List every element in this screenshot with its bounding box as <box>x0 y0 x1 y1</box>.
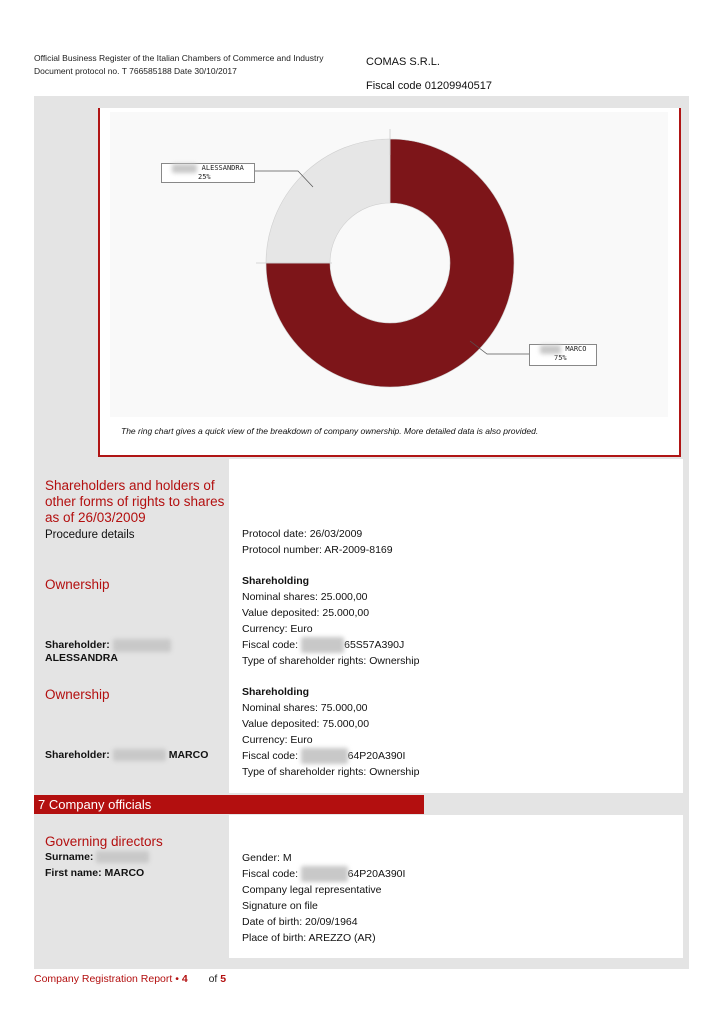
firstname-value: MARCO <box>104 867 145 879</box>
legend-marco-name: MARCO <box>565 345 587 353</box>
shareholder-first-name: MARCO <box>168 749 209 761</box>
shareholding-label: Shareholding <box>242 575 310 587</box>
shareholder-name <box>45 639 171 665</box>
blurred-fiscal <box>301 866 348 882</box>
shareholding-label: Shareholding <box>242 686 310 698</box>
blurred-surname <box>96 851 149 863</box>
fiscal-prefix: Fiscal code: <box>242 750 299 762</box>
footer-page-number: 4 <box>181 973 188 985</box>
fiscal-prefix: Fiscal code: <box>242 868 299 880</box>
footer-of: of <box>208 973 221 985</box>
blurred-surname <box>172 164 197 173</box>
surname-label: Surname: <box>45 851 94 863</box>
blurred-surname <box>113 749 166 761</box>
legend-marco <box>529 344 597 366</box>
blurred-fiscal <box>301 637 344 653</box>
protocol-date: Protocol date: 26/03/2009 <box>242 528 363 540</box>
legend-alessandra <box>161 163 255 183</box>
page-footer <box>34 973 226 985</box>
ring-slice-alessandra <box>266 139 390 263</box>
ring-chart <box>0 0 724 460</box>
chart-caption: The ring chart gives a quick view of the breakdown of company ownership. More detailed data is also provided. <box>121 426 539 436</box>
legend-marco-pct: 75% <box>554 354 567 362</box>
section-bar-company-officials: 7 Company officials <box>34 795 424 814</box>
blurred-fiscal <box>301 748 348 764</box>
ownership-heading: Ownership <box>45 687 110 702</box>
gender: Gender: M <box>242 852 292 864</box>
currency: Currency: Euro <box>242 623 313 635</box>
shareholder-first-name: ALESSANDRA <box>45 652 118 664</box>
legal-representative: Company legal representative <box>242 884 382 896</box>
shareholders-heading <box>45 478 224 526</box>
heading-line-1: Shareholders and holders of <box>45 478 215 493</box>
ownership-heading: Ownership <box>45 577 110 592</box>
surname-row <box>45 851 149 863</box>
place-of-birth: Place of birth: AREZZO (AR) <box>242 932 376 944</box>
fiscal-visible: 64P20A390I <box>347 868 406 880</box>
footer-total-pages: 5 <box>220 973 227 985</box>
procedure-label: Procedure details <box>45 529 135 541</box>
shareholder-name <box>45 749 208 761</box>
blurred-surname <box>113 639 171 652</box>
heading-line-2: other forms of rights to shares <box>45 494 225 509</box>
signature-on-file: Signature on file <box>242 900 318 912</box>
value-deposited: Value deposited: 75.000,00 <box>242 718 370 730</box>
governing-directors-heading: Governing directors <box>45 834 163 849</box>
fiscal-prefix: Fiscal code: <box>242 639 299 651</box>
shareholder-label: Shareholder: <box>45 749 110 761</box>
protocol-line: Document protocol no. T 766585188 Date 30/10/2017 <box>34 66 237 76</box>
heading-line-3: as of 26/03/2009 <box>45 510 146 525</box>
firstname-label: First name: <box>45 867 102 879</box>
firstname-row <box>45 867 144 879</box>
fiscal-visible: 64P20A390I <box>347 750 406 762</box>
protocol-number: Protocol number: AR-2009-8169 <box>242 544 393 556</box>
fiscal-visible: 65S57A390J <box>344 639 405 651</box>
register-line: Official Business Register of the Italian Chambers of Commerce and Industry <box>34 53 324 63</box>
rights-type: Type of shareholder rights: Ownership <box>242 655 420 667</box>
value-deposited: Value deposited: 25.000,00 <box>242 607 370 619</box>
company-name: COMAS S.R.L. <box>366 56 440 68</box>
fiscal-code-row <box>242 637 404 653</box>
footer-report-label: Company Registration Report • <box>34 973 182 985</box>
fiscal-code: Fiscal code 01209940517 <box>366 80 492 92</box>
rights-type: Type of shareholder rights: Ownership <box>242 766 420 778</box>
legend-alessandra-pct: 25% <box>198 173 211 181</box>
nominal-shares: Nominal shares: 75.000,00 <box>242 702 368 714</box>
fiscal-code-row <box>242 866 405 882</box>
legend-alessandra-name: ALESSANDRA <box>201 164 244 172</box>
currency: Currency: Euro <box>242 734 313 746</box>
blurred-surname <box>540 345 562 354</box>
fiscal-code-row <box>242 748 405 764</box>
nominal-shares: Nominal shares: 25.000,00 <box>242 591 368 603</box>
date-of-birth: Date of birth: 20/09/1964 <box>242 916 358 928</box>
shareholder-label: Shareholder: <box>45 639 110 651</box>
